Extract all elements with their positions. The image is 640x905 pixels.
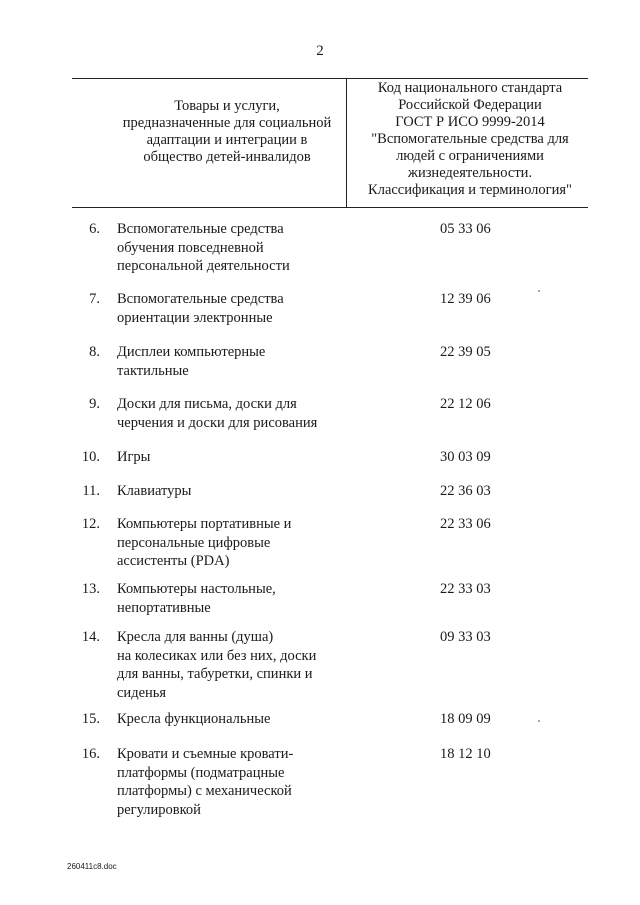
- row-name-line: персональной деятельности: [117, 258, 290, 274]
- row-name-line: регулировкой: [117, 801, 201, 818]
- row-number: 6.: [89, 221, 100, 237]
- row-number: 12.: [81, 516, 100, 532]
- row-name-line: ориентации электронные: [117, 309, 273, 326]
- scan-speck: [538, 720, 540, 722]
- row-name: [117, 515, 342, 571]
- row-name-line: тактильные: [117, 362, 189, 379]
- row-name-line: платформы (подматрацные: [117, 764, 285, 781]
- row-number: 10.: [81, 449, 100, 465]
- page-number: 2: [316, 43, 324, 59]
- row-code: 18 09 09: [440, 711, 491, 727]
- row-name-line: на колесиках или без них, доски: [117, 647, 317, 664]
- header-code-line: ГОСТ Р ИСО 9999-2014: [395, 114, 545, 130]
- row-number: 8.: [89, 344, 100, 360]
- header-code-line: Код национального стандарта: [377, 80, 563, 96]
- row-name-line: Вспомогательные средства: [117, 291, 284, 307]
- row-number: 7.: [89, 291, 100, 307]
- row-code: 22 33 06: [440, 516, 491, 532]
- row-name-line: ассистенты (PDA): [117, 553, 230, 569]
- row-name-line: Вспомогательные средства: [117, 221, 284, 237]
- row-name-line: сиденья: [117, 684, 167, 701]
- row-code: 22 39 05: [440, 344, 491, 360]
- row-code: 12 39 06: [440, 291, 491, 307]
- row-name-line: обучения повседневной: [117, 239, 264, 256]
- row-name-line: персональные цифровые: [117, 534, 271, 551]
- row-code: 18 12 10: [440, 746, 491, 762]
- row-name-line: Кресла для ванны (душа): [117, 629, 274, 645]
- row-number: 9.: [89, 396, 100, 412]
- row-number: 16.: [81, 746, 100, 762]
- header-code-line: Классификация и терминология": [368, 182, 572, 198]
- row-number: 11.: [82, 483, 100, 499]
- row-name-line: непортативные: [117, 599, 211, 616]
- header-code-line: людей с ограничениями: [396, 148, 544, 164]
- row-name: [117, 710, 342, 729]
- row-name-line: Кресла функциональные: [117, 711, 271, 727]
- row-name-line: для ванны, табуретки, спинки и: [117, 666, 313, 682]
- row-code: 09 33 03: [440, 629, 491, 645]
- row-code: 30 03 09: [440, 449, 491, 465]
- row-name-line: Игры: [117, 449, 151, 465]
- row-number: 14.: [81, 629, 100, 645]
- header-code-line: Российской Федерации: [398, 97, 542, 113]
- row-name: [117, 482, 342, 501]
- row-name: [117, 395, 342, 432]
- row-name: [117, 580, 342, 617]
- row-name: [117, 628, 342, 702]
- scan-speck: [538, 290, 540, 292]
- row-name-line: Компьютеры настольные,: [117, 581, 276, 597]
- row-name: [117, 343, 342, 380]
- row-name-line: платформы) с механической: [117, 783, 292, 799]
- row-number: 15.: [81, 711, 100, 727]
- row-name: [117, 448, 342, 467]
- row-name: [117, 220, 342, 276]
- row-code: 22 36 03: [440, 483, 491, 499]
- row-code: 22 12 06: [440, 396, 491, 412]
- row-name-line: Доски для письма, доски для: [117, 396, 297, 412]
- file-name-footer: 260411c8.doc: [67, 862, 117, 871]
- row-number: 13.: [81, 581, 100, 597]
- header-goods-line: предназначенные для социальной: [122, 115, 332, 131]
- row-name-line: Кровати и съемные кровати-: [117, 746, 294, 762]
- row-code: 05 33 06: [440, 221, 491, 237]
- header-goods-line: Товары и услуги,: [174, 98, 280, 114]
- row-name-line: черчения и доски для рисования: [117, 414, 318, 431]
- row-name-line: Дисплеи компьютерные: [117, 344, 266, 360]
- row-name-line: Клавиатуры: [117, 483, 192, 499]
- header-code-line: жизнедеятельности.: [407, 165, 533, 181]
- row-name-line: Компьютеры портативные и: [117, 516, 292, 532]
- row-code: 22 33 03: [440, 581, 491, 597]
- header-goods-line: адаптации и интеграции в: [146, 132, 308, 148]
- header-code-line: "Вспомогательные средства для: [371, 131, 569, 147]
- row-name: [117, 745, 342, 819]
- header-goods-line: общество детей-инвалидов: [143, 149, 311, 165]
- row-name: [117, 290, 342, 327]
